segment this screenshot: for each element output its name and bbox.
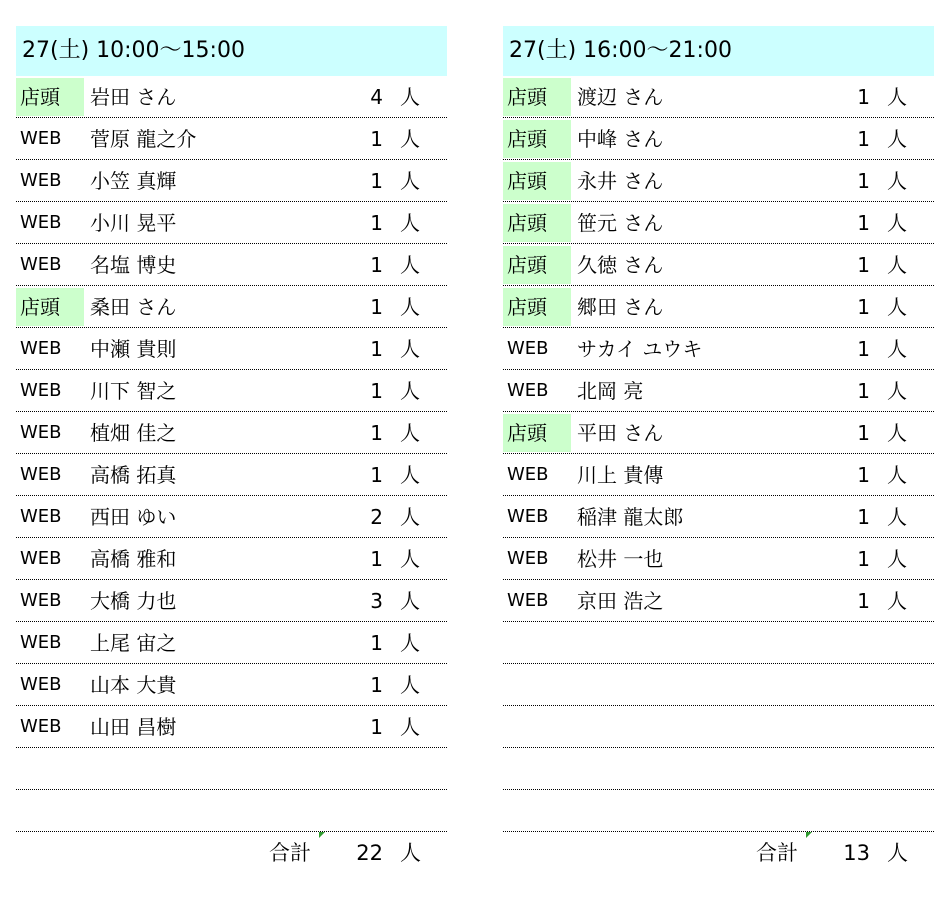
party-size-unit: 人: [887, 253, 907, 277]
party-size-unit: 人: [887, 547, 907, 571]
customer-name: 郷田 さん: [577, 295, 664, 319]
table-row[interactable]: [16, 580, 447, 622]
table-row[interactable]: [503, 370, 934, 412]
table-row[interactable]: [503, 580, 934, 622]
party-size: 1: [857, 589, 870, 613]
reservation-type: WEB: [507, 590, 549, 611]
party-size: 1: [857, 421, 870, 445]
reservation-type: [503, 624, 571, 662]
total-unit: 人: [887, 841, 908, 865]
table-row[interactable]: [16, 202, 447, 244]
party-size-unit: 人: [400, 421, 420, 445]
table-row[interactable]: [16, 454, 447, 496]
party-size-unit: 人: [887, 505, 907, 529]
customer-name: 植畑 佳之: [90, 421, 177, 445]
table-row[interactable]: [503, 160, 934, 202]
party-size: 1: [370, 673, 383, 697]
table-row[interactable]: [503, 454, 934, 496]
party-size: 1: [370, 715, 383, 739]
reservation-list: [503, 76, 934, 832]
party-size: 1: [857, 253, 870, 277]
reservation-type: 店頭: [503, 162, 571, 200]
reservation-type: WEB: [20, 422, 62, 443]
party-size-unit: 人: [400, 127, 420, 151]
reservation-type: 店頭: [16, 288, 84, 326]
total-unit: 人: [400, 841, 421, 865]
total-row: [16, 832, 447, 874]
table-row[interactable]: [16, 286, 447, 328]
customer-name: 岩田 さん: [90, 85, 177, 109]
reservation-list: [16, 76, 447, 832]
reservation-type: WEB: [20, 464, 62, 485]
party-size-unit: 人: [400, 295, 420, 319]
party-size: 2: [370, 505, 383, 529]
party-size: 1: [857, 547, 870, 571]
table-row[interactable]: [16, 496, 447, 538]
reservation-type: WEB: [20, 716, 62, 737]
customer-name: 渡辺 さん: [577, 85, 664, 109]
customer-name: 川上 貴傳: [577, 463, 664, 487]
customer-name: 笹元 さん: [577, 211, 664, 235]
party-size: 1: [370, 631, 383, 655]
party-size-unit: 人: [400, 169, 420, 193]
party-size: 1: [857, 505, 870, 529]
table-row[interactable]: [503, 244, 934, 286]
reservation-type: [503, 666, 571, 704]
reservation-type: [503, 750, 571, 788]
party-size: 3: [370, 589, 383, 613]
party-size-unit: 人: [887, 421, 907, 445]
time-slot-header: 27(土) 10:00〜15:00: [16, 26, 447, 76]
reservation-type: WEB: [20, 674, 62, 695]
reservation-type: WEB: [507, 506, 549, 527]
party-size: 1: [370, 379, 383, 403]
table-row[interactable]: [503, 496, 934, 538]
party-size: 1: [370, 169, 383, 193]
reservation-type: 店頭: [503, 120, 571, 158]
party-size-unit: 人: [400, 337, 420, 361]
reservation-type: WEB: [507, 380, 549, 401]
party-size: 1: [370, 421, 383, 445]
customer-name: 高橋 拓真: [90, 463, 177, 487]
reservation-type: WEB: [20, 632, 62, 653]
party-size-unit: 人: [400, 211, 420, 235]
reservation-type: 店頭: [503, 414, 571, 452]
party-size: 1: [857, 211, 870, 235]
customer-name: 永井 さん: [577, 169, 664, 193]
party-size-unit: 人: [400, 463, 420, 487]
customer-name: 高橋 雅和: [90, 547, 177, 571]
table-row[interactable]: [16, 412, 447, 454]
party-size: 1: [370, 127, 383, 151]
party-size-unit: 人: [887, 169, 907, 193]
reservation-type: WEB: [20, 548, 62, 569]
table-row[interactable]: [16, 748, 447, 790]
table-row[interactable]: [503, 664, 934, 706]
party-size-unit: 人: [400, 547, 420, 571]
customer-name: 山本 大貴: [90, 673, 177, 697]
reservation-type: [503, 792, 571, 830]
party-size-unit: 人: [400, 253, 420, 277]
party-size-unit: 人: [400, 589, 420, 613]
table-row[interactable]: [16, 328, 447, 370]
total-count: 22: [356, 841, 383, 865]
customer-name: 久徳 さん: [577, 253, 664, 277]
total-label: 合計: [269, 841, 311, 865]
party-size: 1: [370, 463, 383, 487]
party-size: 1: [857, 379, 870, 403]
reservation-type: WEB: [507, 338, 549, 359]
table-row[interactable]: [503, 412, 934, 454]
table-row[interactable]: [503, 538, 934, 580]
party-size: 1: [857, 169, 870, 193]
customer-name: 山田 昌樹: [90, 715, 177, 739]
total-count: 13: [843, 841, 870, 865]
party-size: 1: [857, 295, 870, 319]
table-row[interactable]: [16, 160, 447, 202]
reservation-table-right: [503, 26, 934, 874]
party-size-unit: 人: [400, 631, 420, 655]
customer-name: サカイ ユウキ: [577, 337, 703, 361]
customer-name: 中峰 さん: [577, 127, 664, 151]
customer-name: 北岡 亮: [577, 379, 644, 403]
party-size-unit: 人: [887, 127, 907, 151]
table-row[interactable]: [503, 118, 934, 160]
reservation-type: WEB: [20, 254, 62, 275]
comment-indicator-icon[interactable]: [319, 832, 325, 838]
party-size-unit: 人: [887, 379, 907, 403]
customer-name: 中瀬 貴則: [90, 337, 177, 361]
reservation-type: WEB: [20, 212, 62, 233]
party-size: 1: [857, 463, 870, 487]
table-row[interactable]: [503, 286, 934, 328]
party-size-unit: 人: [887, 295, 907, 319]
party-size-unit: 人: [887, 589, 907, 613]
reservation-type: [503, 708, 571, 746]
table-row[interactable]: [16, 538, 447, 580]
party-size-unit: 人: [887, 337, 907, 361]
table-row[interactable]: [16, 370, 447, 412]
party-size: 1: [857, 127, 870, 151]
party-size: 1: [857, 85, 870, 109]
time-slot-header: 27(土) 16:00〜21:00: [503, 26, 934, 76]
reservation-type: WEB: [20, 590, 62, 611]
party-size: 1: [370, 337, 383, 361]
customer-name: 松井 一也: [577, 547, 664, 571]
customer-name: 西田 ゆい: [90, 505, 177, 529]
party-size: 4: [370, 85, 383, 109]
table-row[interactable]: [503, 622, 934, 664]
customer-name: 名塩 博史: [90, 253, 177, 277]
reservation-type: 店頭: [503, 78, 571, 116]
reservation-type: 店頭: [503, 246, 571, 284]
reservation-type: [16, 750, 84, 788]
table-row[interactable]: [16, 664, 447, 706]
party-size: 1: [370, 547, 383, 571]
reservation-type: 店頭: [503, 288, 571, 326]
customer-name: 小笠 真輝: [90, 169, 177, 193]
customer-name: 桑田 さん: [90, 295, 177, 319]
customer-name: 京田 浩之: [577, 589, 664, 613]
table-row[interactable]: [16, 706, 447, 748]
table-row[interactable]: [503, 748, 934, 790]
table-row[interactable]: [503, 202, 934, 244]
total-label: 合計: [756, 841, 798, 865]
reservation-type: WEB: [507, 548, 549, 569]
party-size-unit: 人: [400, 85, 420, 109]
table-row[interactable]: [16, 118, 447, 160]
table-row[interactable]: [16, 790, 447, 832]
customer-name: 稲津 龍太郎: [577, 505, 684, 529]
party-size: 1: [370, 295, 383, 319]
table-row[interactable]: [503, 790, 934, 832]
table-row[interactable]: [16, 76, 447, 118]
table-row[interactable]: [503, 328, 934, 370]
party-size-unit: 人: [887, 85, 907, 109]
reservation-type: [16, 792, 84, 830]
party-size: 1: [370, 211, 383, 235]
reservation-type: 店頭: [503, 204, 571, 242]
customer-name: 菅原 龍之介: [90, 127, 197, 151]
party-size-unit: 人: [400, 673, 420, 697]
customer-name: 川下 智之: [90, 379, 177, 403]
party-size-unit: 人: [400, 379, 420, 403]
party-size-unit: 人: [887, 211, 907, 235]
party-size: 1: [370, 253, 383, 277]
party-size: 1: [857, 337, 870, 361]
customer-name: 小川 晃平: [90, 211, 177, 235]
table-row[interactable]: [16, 622, 447, 664]
customer-name: 上尾 宙之: [90, 631, 177, 655]
table-row[interactable]: [16, 244, 447, 286]
reservation-type: WEB: [507, 464, 549, 485]
comment-indicator-icon[interactable]: [806, 832, 812, 838]
reservation-type: WEB: [20, 380, 62, 401]
customer-name: 大橋 力也: [90, 589, 177, 613]
total-row: [503, 832, 934, 874]
reservation-type: WEB: [20, 128, 62, 149]
party-size-unit: 人: [887, 463, 907, 487]
reservation-type: 店頭: [16, 78, 84, 116]
table-row[interactable]: [503, 76, 934, 118]
reservation-table-left: [16, 26, 447, 874]
reservation-type: WEB: [20, 338, 62, 359]
party-size-unit: 人: [400, 715, 420, 739]
reservation-type: WEB: [20, 506, 62, 527]
table-row[interactable]: [503, 706, 934, 748]
party-size-unit: 人: [400, 505, 420, 529]
reservation-type: WEB: [20, 170, 62, 191]
customer-name: 平田 さん: [577, 421, 664, 445]
